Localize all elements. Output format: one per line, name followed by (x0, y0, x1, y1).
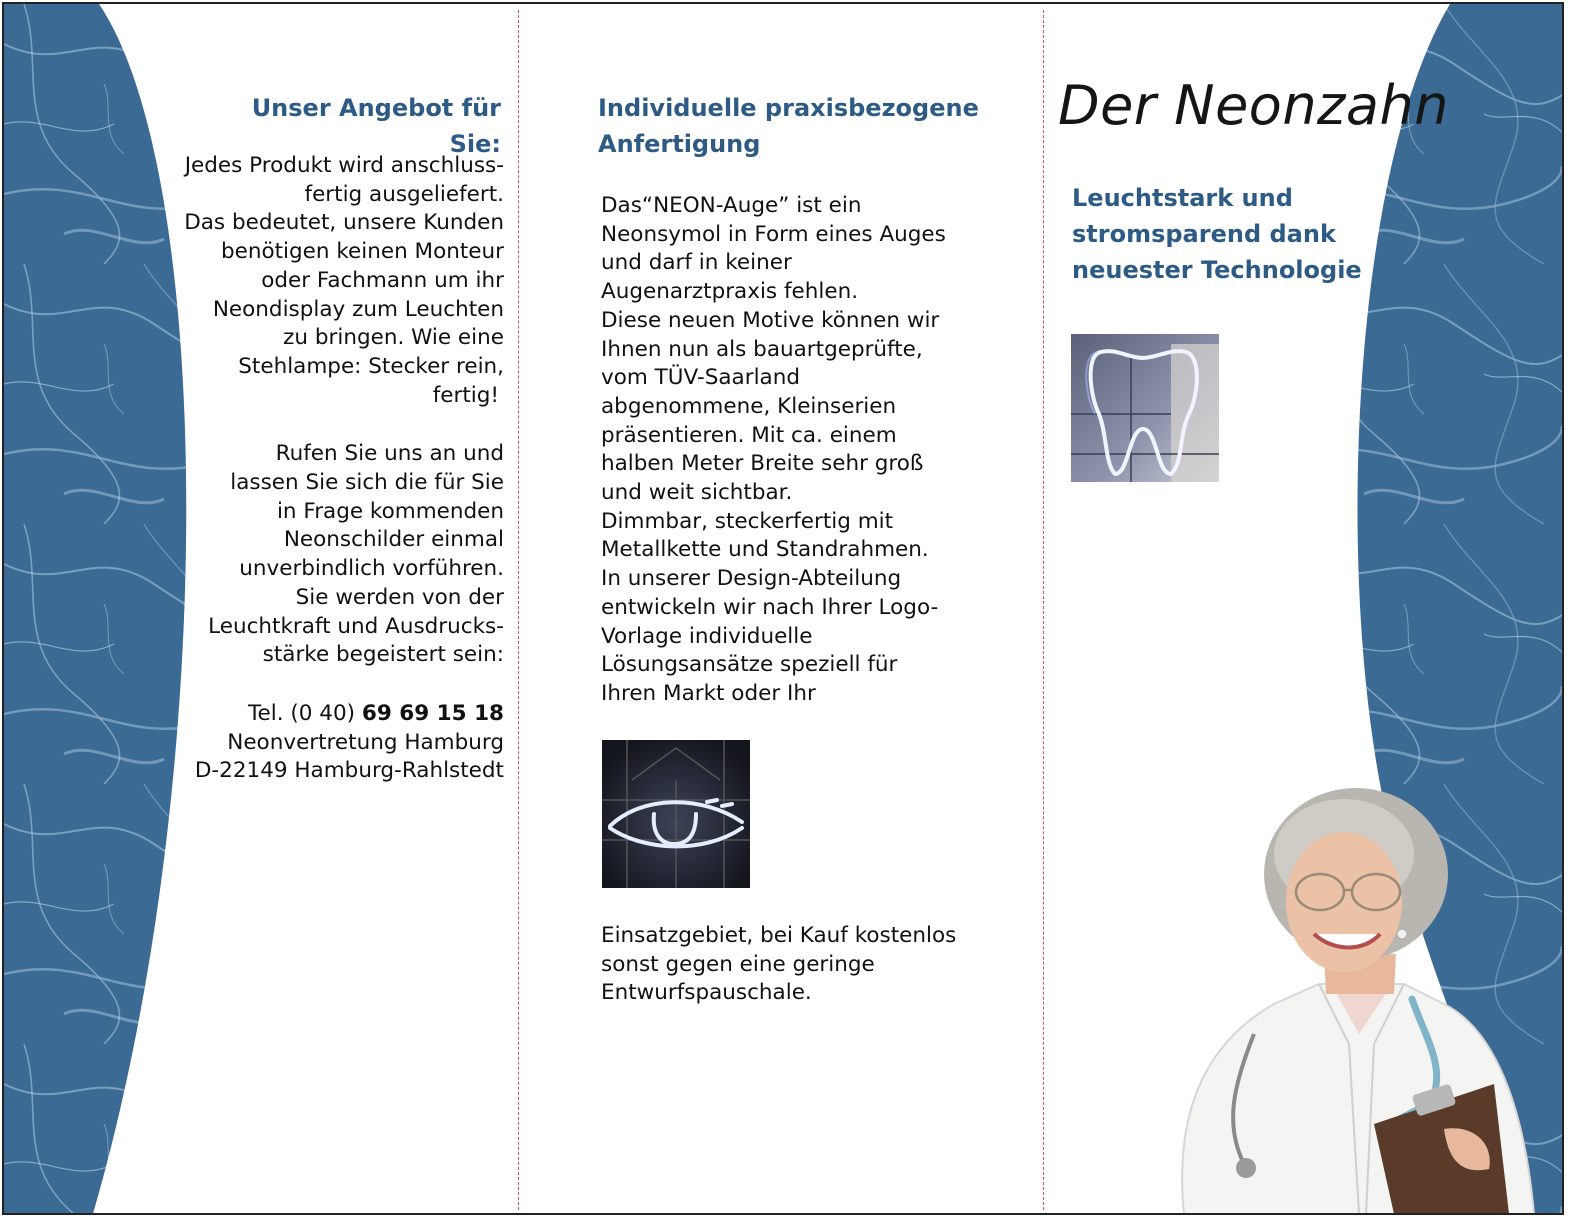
text-line: Lösungsansätze speziell für (601, 652, 898, 678)
text-line: Leuchtkraft und Ausdrucks- (208, 613, 504, 639)
text-line: Vorlage individuelle (601, 623, 813, 649)
text-line: fertig! (432, 382, 499, 408)
heading-line: Individuelle praxisbezogene (598, 94, 979, 122)
offer-heading: Unser Angebot für Sie: (251, 94, 501, 158)
brochure-page (2, 2, 1564, 1215)
neon-tooth-photo (1071, 334, 1219, 482)
heading-line: Anfertigung (598, 130, 761, 158)
text-line: Diese neuen Motive können wir (601, 307, 940, 333)
text-line: Ihnen nun als bauartgeprüfte, (601, 336, 923, 362)
text-line: Neondisplay zum Leuchten (212, 296, 504, 322)
phone-number[interactable]: 69 69 15 18 (361, 700, 504, 726)
neon-eye-description (601, 192, 1001, 709)
text-line: Ihren Markt oder Ihr (601, 680, 816, 706)
text-line: entwickeln wir nach Ihrer Logo- (601, 594, 939, 620)
text-line: lassen Sie sich die für Sie (230, 470, 504, 496)
text-line: unverbindlich vorführen. (239, 556, 504, 582)
fold-line-right (1043, 10, 1044, 1210)
text-line: zu bringen. Wie eine (283, 325, 504, 351)
doctor-photo (1144, 784, 1562, 1214)
text-line: präsentieren. Mit ca. einem (601, 422, 897, 448)
phone-label: Tel. (0 40) (248, 700, 362, 726)
text-line: In unserer Design-Abteilung (601, 566, 902, 592)
neon-eye-photo (602, 740, 750, 888)
text-line: Dimmbar, steckerfertig mit (601, 508, 894, 534)
text-line: und darf in keiner (601, 250, 792, 276)
company-name: Neonvertretung Hamburg (227, 729, 504, 755)
text-line: Rufen Sie uns an und (275, 441, 504, 467)
tagline-line: stromsparend dank (1072, 220, 1336, 248)
text-line: Das“NEON-Auge” ist ein (601, 193, 862, 218)
text-line: vom TÜV-Saarland (601, 365, 800, 391)
text-line: abgenommene, Kleinserien (601, 393, 897, 419)
text-line: Jedes Produkt wird anschluss- (184, 153, 504, 178)
tagline-line: Leuchtstark und (1072, 184, 1293, 212)
tagline (1072, 180, 1392, 288)
fold-line-left (518, 10, 519, 1210)
text-line: benötigen keinen Monteur (220, 239, 504, 265)
text-line: fertig ausgeliefert. (304, 181, 504, 207)
text-line: halben Meter Breite sehr groß (601, 451, 924, 477)
text-line: Stehlampe: Stecker rein, (238, 353, 504, 379)
text-line: stärke begeistert sein: (262, 642, 504, 668)
text-line: Entwurfspauschale. (601, 980, 812, 1006)
company-address: D-22149 Hamburg-Rahlstedt (194, 758, 504, 784)
text-line: Neonschilder einmal (283, 527, 504, 553)
text-line: Metallkette und Standrahmen. (601, 537, 929, 563)
phone-line[interactable] (164, 700, 504, 729)
text-line: Augenarztpraxis fehlen. (601, 279, 859, 305)
pricing-note (601, 922, 1001, 1008)
text-line: Neonsymol in Form eines Auges (601, 221, 946, 247)
text-line: sonst gegen eine geringe (601, 951, 875, 977)
custom-design-heading (598, 90, 1018, 162)
brochure-title: Der Neonzahn (1058, 74, 1449, 137)
text-line: Sie werden von der (295, 584, 504, 610)
offer-text (164, 152, 504, 786)
text-line: oder Fachmann um ihr (261, 267, 504, 293)
text-line: Das bedeutet, unsere Kunden (184, 210, 504, 236)
text-line: und weit sichtbar. (601, 480, 793, 506)
text-line: in Frage kommenden (276, 498, 504, 524)
tagline-line: neuester Technologie (1072, 256, 1362, 284)
text-line: Einsatzgebiet, bei Kauf kostenlos (601, 923, 957, 948)
